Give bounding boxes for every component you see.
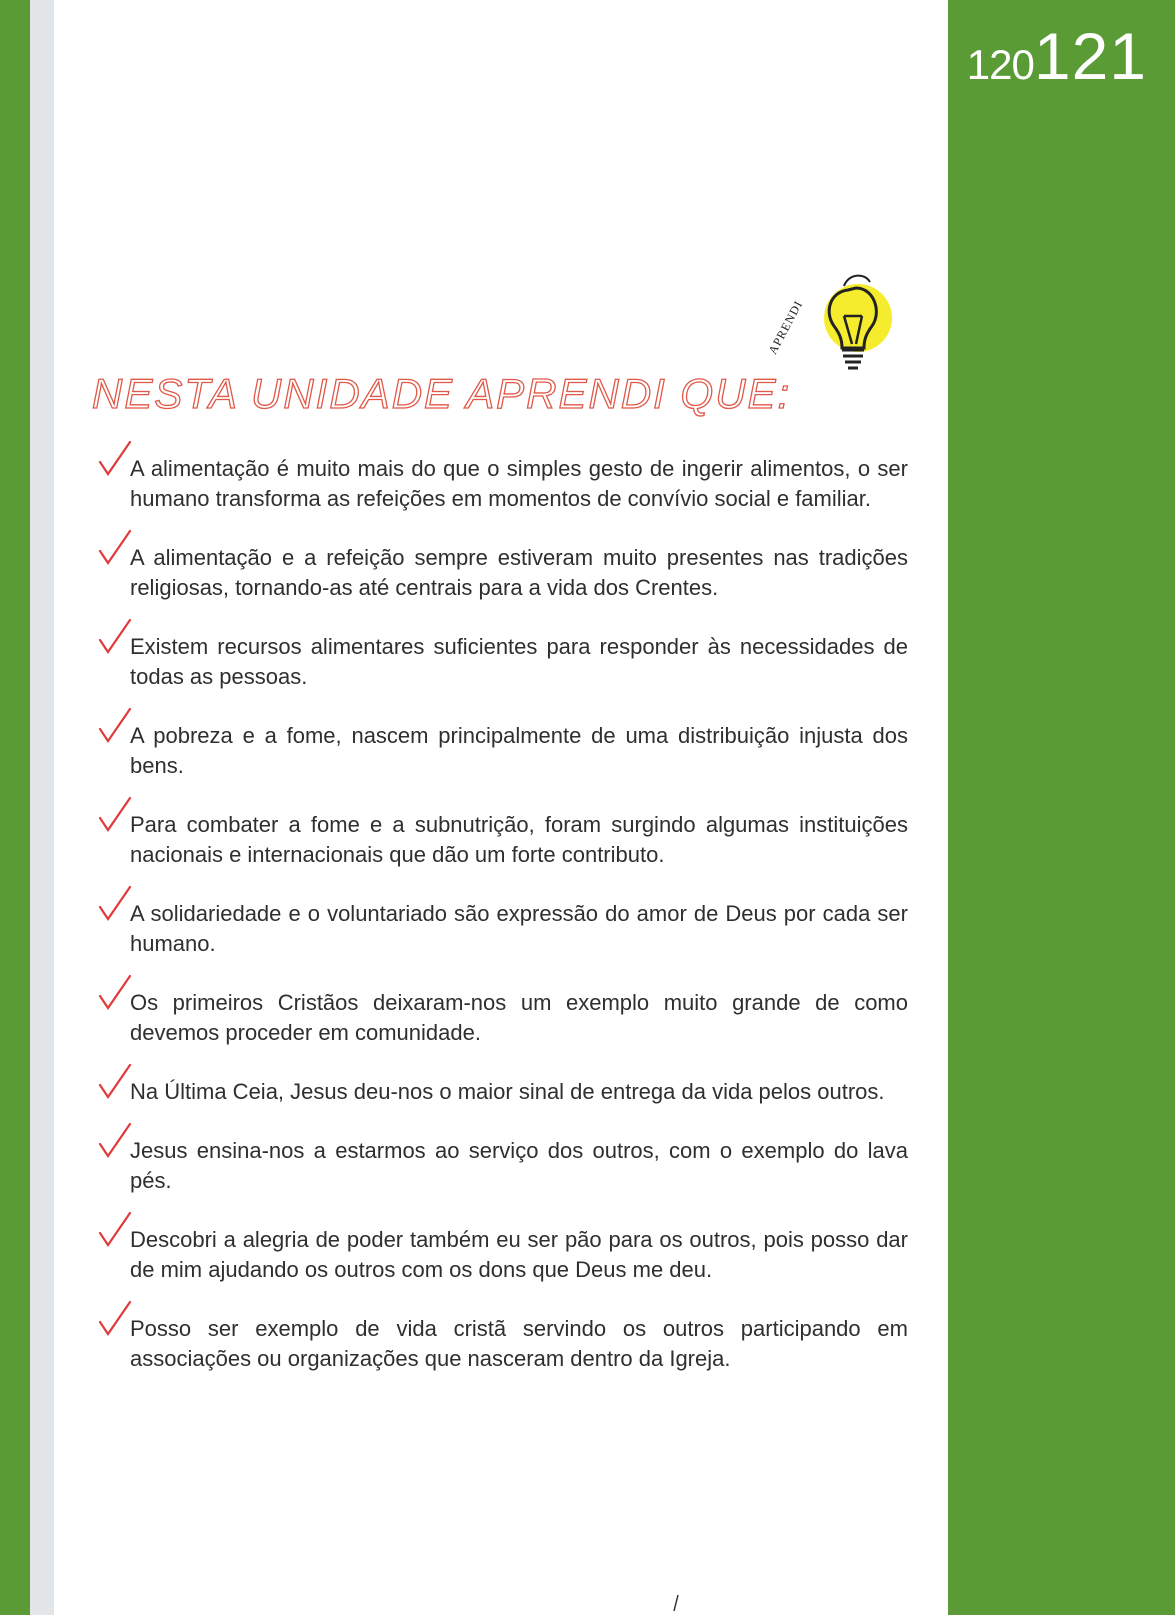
list-item xyxy=(98,454,908,514)
checkmark-icon xyxy=(98,1122,132,1160)
list-item-text: A solidariedade e o voluntariado são expressão do amor de Deus por cada ser humano. xyxy=(130,901,908,956)
list-item xyxy=(98,721,908,781)
checkmark-icon xyxy=(98,1063,132,1101)
section-heading: NESTA UNIDADE APRENDI QUE: xyxy=(92,370,792,417)
right-margin-bar xyxy=(948,0,1175,1615)
list-item xyxy=(98,1314,908,1374)
checkmark-icon xyxy=(98,974,132,1012)
list-item-text: A pobreza e a fome, nascem principalmente de uma distribuição injusta dos bens. xyxy=(130,723,908,778)
list-item-text: Descobri a alegria de poder também eu ser pão para os outros, pois posso dar de mim ajudando os outros com os dons que Deus me deu. xyxy=(130,1227,908,1282)
list-item xyxy=(98,988,908,1048)
list-item xyxy=(98,543,908,603)
list-item-text: A alimentação e a refeição sempre estiveram muito presentes nas tradições religiosas, tornando-as até centrais para a vida dos Crentes. xyxy=(130,545,908,600)
list-item xyxy=(98,1077,908,1107)
lightbulb-icon xyxy=(778,268,918,408)
checkmark-icon xyxy=(98,707,132,745)
checkmark-icon xyxy=(98,618,132,656)
checkmark-icon xyxy=(98,440,132,478)
list-item-text: Os primeiros Cristãos deixaram-nos um exemplo muito grande de como devemos proceder em comunidade. xyxy=(130,990,908,1045)
list-item-text: Jesus ensina-nos a estarmos ao serviço dos outros, com o exemplo do lava pés. xyxy=(130,1138,908,1193)
page-number-right: 121 xyxy=(1033,19,1147,93)
checkmark-icon xyxy=(98,1211,132,1249)
list-item-text: A alimentação é muito mais do que o simples gesto de ingerir alimentos, o ser humano transforma as refeições em momentos de convívio social e familiar. xyxy=(130,456,908,511)
list-item xyxy=(98,899,908,959)
pen-mark xyxy=(672,1594,680,1612)
checkmark-icon xyxy=(98,796,132,834)
list-item-text: Para combater a fome e a subnutrição, foram surgindo algumas instituições nacionais e internacionais que dão um forte contributo. xyxy=(130,812,908,867)
list-item xyxy=(98,1225,908,1285)
list-item xyxy=(98,1136,908,1196)
checkmark-icon xyxy=(98,1300,132,1338)
list-item-text: Existem recursos alimentares suficientes para responder às necessidades de todas as pessoas. xyxy=(130,634,908,689)
list-item-text: Posso ser exemplo de vida cristã servindo os outros participando em associações ou organizações que nasceram dentro da Igreja. xyxy=(130,1316,908,1371)
badge-label: APRENDI xyxy=(765,297,806,357)
list-item xyxy=(98,632,908,692)
checkmark-icon xyxy=(98,885,132,923)
page-numbers xyxy=(967,18,1147,94)
left-margin-bar xyxy=(0,0,30,1615)
checkmark-icon xyxy=(98,529,132,567)
list-item xyxy=(98,810,908,870)
learning-list xyxy=(98,454,908,1403)
page-number-left: 120 xyxy=(966,41,1034,88)
list-item-text: Na Última Ceia, Jesus deu-nos o maior sinal de entrega da vida pelos outros. xyxy=(130,1079,885,1104)
left-margin-strip xyxy=(30,0,54,1615)
